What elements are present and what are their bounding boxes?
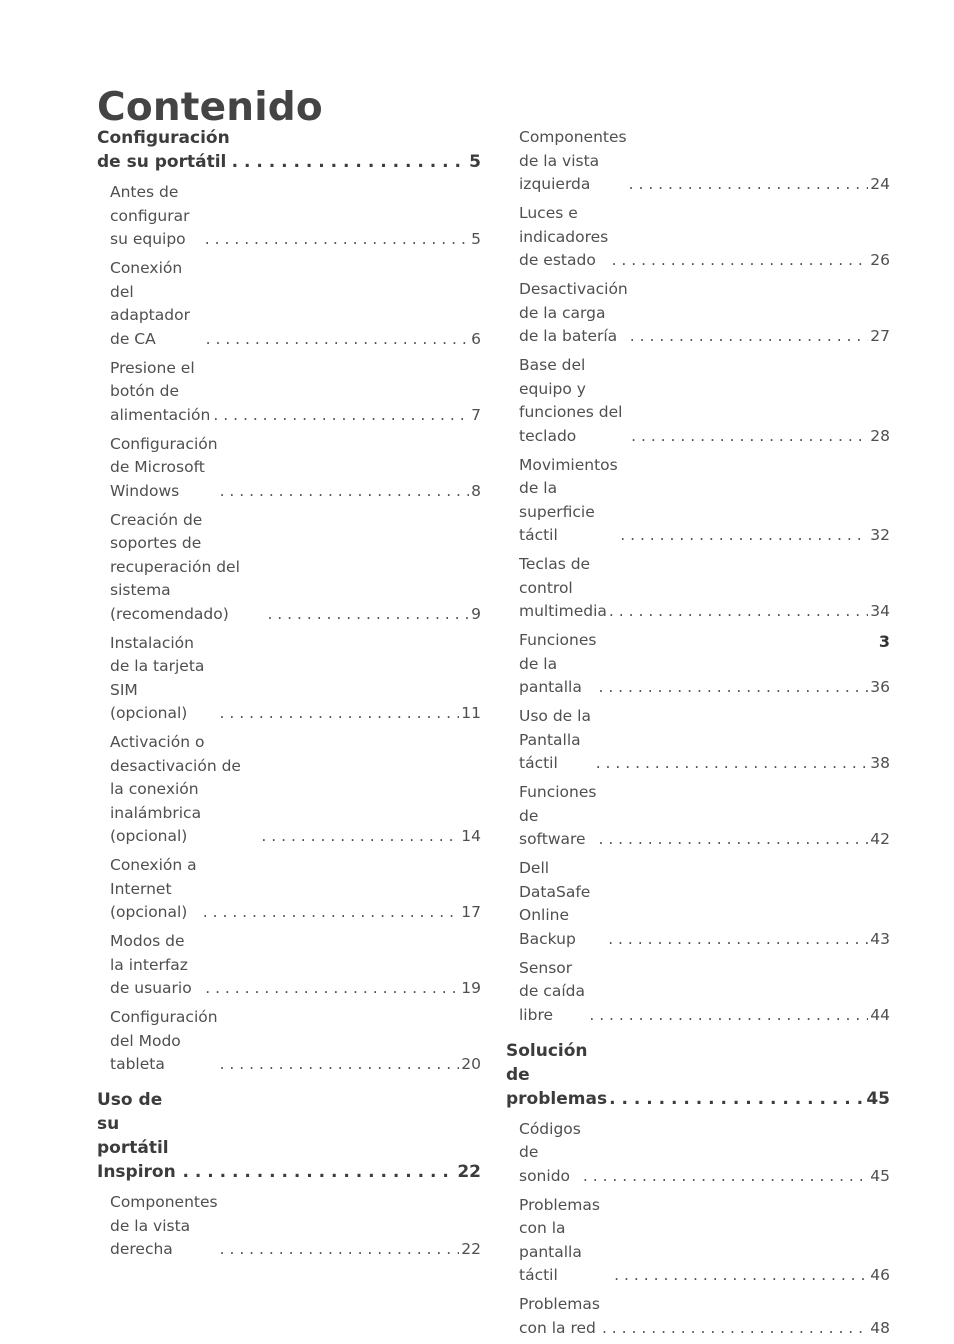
toc-page-number: 45 xyxy=(866,1088,890,1109)
toc-page-number: 38 xyxy=(870,754,890,772)
toc-section[interactable] xyxy=(506,1291,890,1344)
toc-page-number: 34 xyxy=(870,602,890,620)
toc-page-number: 32 xyxy=(870,526,890,544)
toc-leader xyxy=(203,901,460,925)
toc-section[interactable] xyxy=(506,551,890,627)
toc-entry-text: Configuración del Modo tableta xyxy=(110,1008,223,1073)
toc-leader xyxy=(182,1160,455,1184)
toc-page-number: 19 xyxy=(461,979,481,997)
toc-section[interactable] xyxy=(97,431,481,507)
toc-section[interactable] xyxy=(506,627,890,703)
toc-page-number: 28 xyxy=(870,426,890,445)
toc-section[interactable] xyxy=(506,452,890,552)
toc-page-number: 5 xyxy=(469,152,481,172)
toc-page-number: 17 xyxy=(461,903,481,921)
toc-entry-text: Problemas con la red xyxy=(519,1295,605,1337)
toc-entry-text: Instalación de la tarjeta SIM (opcional) xyxy=(110,633,210,722)
toc-entry-text: Teclas de control multimedia xyxy=(519,555,607,620)
toc-leader xyxy=(631,425,868,449)
toc-section[interactable] xyxy=(97,1189,481,1265)
toc-page-number: 14 xyxy=(461,827,481,845)
toc-section[interactable] xyxy=(97,1004,481,1080)
toc-entry-text: Desactivación de la carga de la batería xyxy=(519,280,633,345)
toc-section[interactable] xyxy=(506,703,890,779)
toc-leader xyxy=(612,249,869,273)
toc-leader xyxy=(620,524,868,548)
toc-section[interactable] xyxy=(506,200,890,276)
toc-section[interactable] xyxy=(97,507,481,630)
toc-right-column xyxy=(506,124,890,1344)
toc-page-number: 46 xyxy=(870,1266,890,1284)
toc-page-number: 48 xyxy=(870,1318,890,1337)
toc-leader xyxy=(608,928,868,952)
toc-entry-text: Base del equipo y funciones del teclado xyxy=(519,356,628,445)
toc-section[interactable] xyxy=(97,729,481,852)
toc-left-column xyxy=(97,124,481,1265)
toc-page-number: 36 xyxy=(870,678,890,696)
toc-section[interactable] xyxy=(506,276,890,352)
toc-section[interactable] xyxy=(506,779,890,855)
toc-entry-text: Configuración de Microsoft Windows xyxy=(110,434,223,500)
toc-leader xyxy=(602,1317,868,1341)
toc-page-number: 8 xyxy=(471,481,481,500)
toc-entry-text: Configuración de su portátil xyxy=(97,128,236,172)
toc-leader xyxy=(232,150,467,174)
toc-page-number: 6 xyxy=(471,329,481,348)
toc-entry-text: Problemas con la pantalla táctil xyxy=(519,1195,605,1284)
toc-leader xyxy=(589,1004,868,1028)
toc-chapter[interactable] xyxy=(97,1080,481,1189)
toc-section[interactable] xyxy=(506,1192,890,1292)
toc-section[interactable] xyxy=(97,255,481,355)
toc-page-number: 9 xyxy=(471,604,481,623)
toc-page-number: 20 xyxy=(461,1055,481,1073)
toc-entry-text: Funciones de software xyxy=(519,783,602,848)
toc-entry-text: Creación de soportes de recuperación del sistema (recomendado) xyxy=(110,510,245,623)
toc-entry-text: Códigos de sonido xyxy=(519,1119,586,1185)
toc-entry-text: Conexión a Internet (opcional) xyxy=(110,856,202,921)
toc-page-number: 44 xyxy=(870,1005,890,1024)
toc-entry-text: Modos de la interfaz de usuario xyxy=(110,932,193,997)
page-title: Contenido xyxy=(97,85,323,131)
toc-page-number: 27 xyxy=(870,327,890,345)
toc-entry-text: Componentes de la vista derecha xyxy=(110,1193,223,1258)
toc-leader xyxy=(220,480,470,504)
toc-page-number: 43 xyxy=(870,929,890,948)
toc-page-number: 22 xyxy=(457,1162,481,1182)
toc-section[interactable] xyxy=(97,852,481,928)
toc-leader xyxy=(206,328,470,352)
toc-section[interactable] xyxy=(506,1116,890,1192)
toc-entry-text: Componentes de la vista izquierda xyxy=(519,128,632,193)
toc-section[interactable] xyxy=(97,630,481,730)
toc-entry-text: Movimientos de la superficie táctil xyxy=(519,455,623,544)
toc-leader xyxy=(629,173,869,197)
toc-entry-text: Presione el botón de alimentación xyxy=(110,358,211,424)
toc-leader xyxy=(267,603,469,627)
toc-section[interactable] xyxy=(506,124,890,200)
toc-page-number: 45 xyxy=(870,1166,890,1185)
toc-page-number: 42 xyxy=(870,830,890,848)
toc-leader xyxy=(220,1053,460,1077)
toc-page-number: 22 xyxy=(461,1240,481,1258)
toc-page-number: 11 xyxy=(461,704,481,722)
toc-entry-text: Antes de configurar su equipo xyxy=(110,183,195,248)
toc-leader xyxy=(220,702,460,726)
toc-page-number: 5 xyxy=(471,230,481,248)
toc-section[interactable] xyxy=(506,955,890,1031)
toc-leader xyxy=(220,1238,460,1262)
toc-leader xyxy=(614,1264,868,1288)
toc-section[interactable] xyxy=(97,179,481,255)
toc-chapter[interactable] xyxy=(506,1031,890,1116)
toc-leader xyxy=(205,228,469,252)
toc-section[interactable] xyxy=(506,855,890,955)
toc-leader xyxy=(596,752,869,776)
page-number: 3 xyxy=(878,632,890,651)
toc-leader xyxy=(598,828,868,852)
toc-leader xyxy=(583,1165,868,1189)
toc-page-number: 26 xyxy=(870,251,890,269)
toc-section[interactable] xyxy=(97,928,481,1004)
toc-leader xyxy=(261,825,459,849)
toc-entry-text: Activación o desactivación de la conexión inalámbrica (opcional) xyxy=(110,733,246,845)
toc-leader xyxy=(598,676,868,700)
toc-entry-text: Uso de la Pantalla táctil xyxy=(519,707,596,772)
toc-leader xyxy=(609,600,868,624)
toc-page-number: 7 xyxy=(471,405,481,424)
toc-chapter[interactable] xyxy=(97,124,481,179)
toc-page-number: 24 xyxy=(870,175,890,193)
toc-leader xyxy=(213,404,469,428)
toc-entry-text: Sensor de caída libre xyxy=(519,958,590,1024)
toc-leader xyxy=(609,1087,864,1111)
toc-section[interactable] xyxy=(506,352,890,452)
toc-entry-text: Conexión del adaptador de CA xyxy=(110,259,195,348)
toc-entry-text: Dell DataSafe Online Backup xyxy=(519,859,596,948)
toc-entry-text: Luces e indicadores de estado xyxy=(519,204,614,269)
toc-entry-text: Solución de problemas xyxy=(506,1040,608,1109)
toc-entry-text: Funciones de la pantalla xyxy=(519,631,602,696)
toc-section[interactable] xyxy=(97,355,481,431)
toc-leader xyxy=(205,977,459,1001)
toc-leader xyxy=(630,325,869,349)
toc-entry-text: Uso de su portátil Inspiron xyxy=(97,1090,176,1182)
